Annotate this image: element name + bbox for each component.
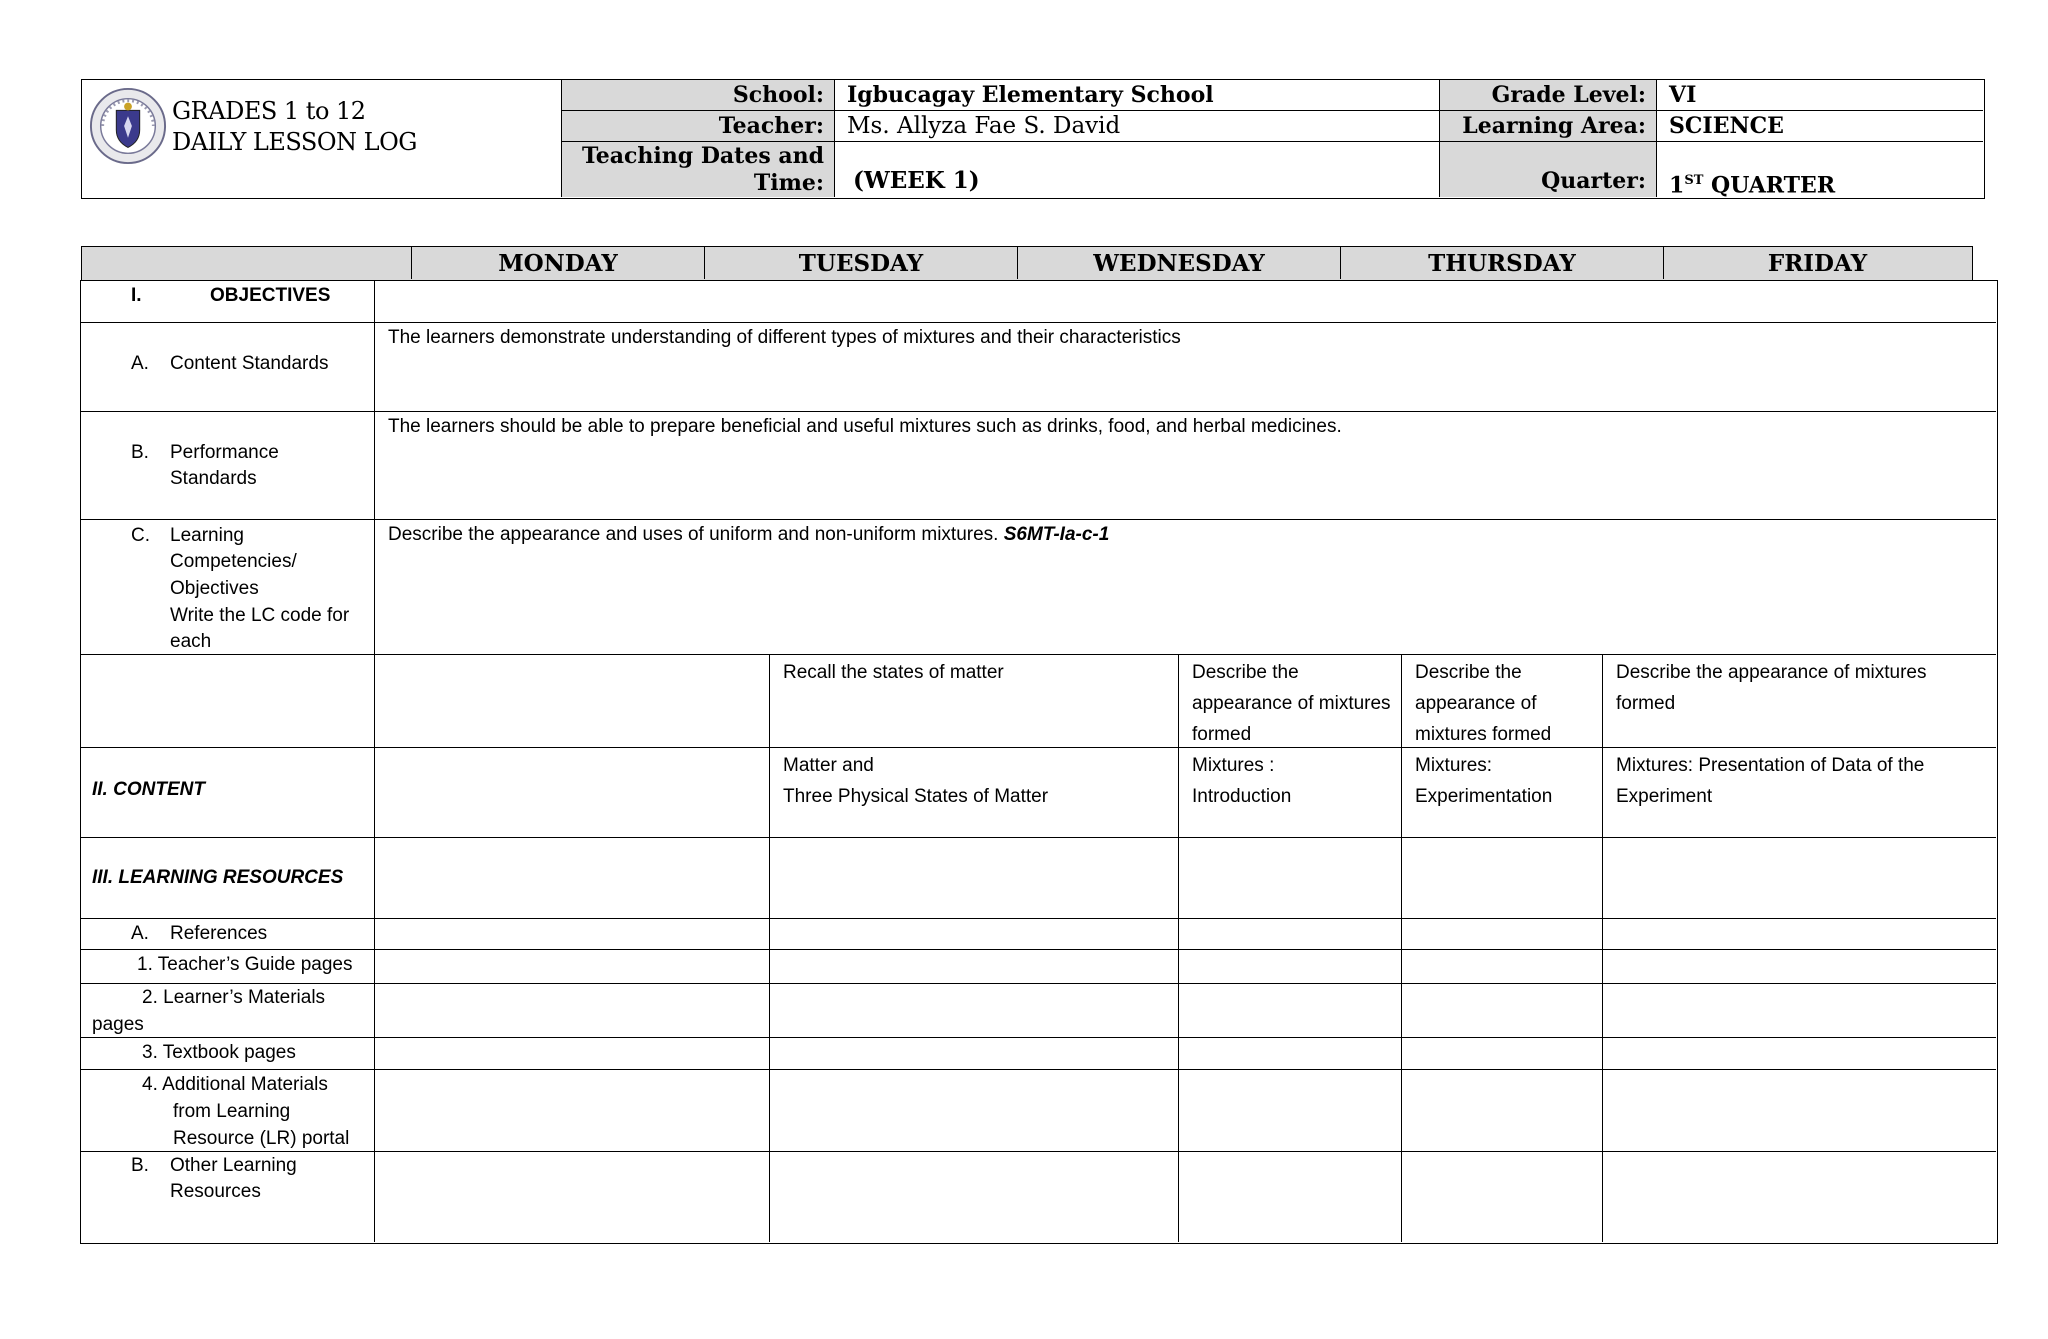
lesson-log-header <box>81 79 1985 199</box>
performance-standards-value: The learners should be able to prepare beneficial and useful mixtures such as drinks, food, and herbal medicines. <box>388 416 1342 437</box>
references-number: A. <box>131 923 149 944</box>
row-divider <box>81 411 1996 412</box>
row-divider <box>81 918 1996 919</box>
teacher-label: Teacher: <box>562 111 835 142</box>
column-divider <box>374 281 375 1242</box>
additional-materials-line3: Resource (LR) portal <box>173 1128 350 1149</box>
logo-cell <box>82 80 562 197</box>
learning-area-label: Learning Area: <box>1440 111 1657 142</box>
quarter-number: 1 <box>1669 172 1685 199</box>
teaching-dates-value: (WEEK 1) <box>835 142 1440 197</box>
day-friday: FRIDAY <box>1767 250 1868 277</box>
learning-competencies-line3: Objectives <box>170 578 259 599</box>
content-tuesday-line2: Three Physical States of Matter <box>783 786 1049 807</box>
other-resources-line1: Other Learning <box>170 1155 297 1176</box>
row-divider <box>81 837 1996 838</box>
performance-standards-number: B. <box>131 442 149 463</box>
content-standards-number: A. <box>131 353 149 374</box>
other-resources-number: B. <box>131 1155 149 1176</box>
row-divider <box>81 654 1996 655</box>
content-heading: II. CONTENT <box>92 779 205 800</box>
content-wednesday-line2: Introduction <box>1192 786 1292 807</box>
row-divider <box>81 322 1996 323</box>
row-divider <box>81 519 1996 520</box>
teacher-value: Ms. Allyza Fae S. David <box>835 111 1440 142</box>
content-friday: Mixtures: Presentation of Data of the Experiment <box>1616 755 1925 807</box>
day-header-row <box>81 246 1973 281</box>
row-divider <box>81 983 1996 984</box>
day-header-blank <box>82 247 412 279</box>
learning-area-value: SCIENCE <box>1657 111 1983 142</box>
quarter-label: Quarter: <box>1440 142 1657 197</box>
daily-objective-tuesday: Recall the states of matter <box>783 662 1004 683</box>
objectives-heading: OBJECTIVES <box>210 285 331 306</box>
additional-materials-line1: 4. Additional Materials <box>142 1074 328 1095</box>
teaching-dates-label <box>562 142 835 197</box>
daily-objective-wednesday: Describe the appearance of mixtures formed <box>1192 662 1391 745</box>
row-divider <box>81 949 1996 950</box>
quarter-text: QUARTER <box>1703 172 1836 199</box>
content-tuesday-line1: Matter and <box>783 755 874 776</box>
objectives-number: I. <box>131 285 142 306</box>
learning-competencies-line4: Write the LC code for <box>170 605 350 626</box>
learning-competencies-line2: Competencies/ <box>170 551 297 572</box>
lc-description: Describe the appearance and uses of uniform and non-uniform mixtures. <box>388 524 1004 545</box>
header-title-line1: GRADES 1 to 12 <box>172 97 366 125</box>
learners-materials-line1: 2. Learner’s Materials <box>142 987 326 1008</box>
school-label: School: <box>562 80 835 111</box>
header-title <box>172 96 417 158</box>
header-info-grid <box>562 80 1983 197</box>
references-label: References <box>170 923 268 944</box>
textbook-pages: 3. Textbook pages <box>142 1042 296 1063</box>
learners-materials-line2: pages <box>92 1014 144 1035</box>
learning-resources-heading: III. LEARNING RESOURCES <box>92 867 344 888</box>
school-value: Igbucagay Elementary School <box>835 80 1440 111</box>
daily-objective-friday: Describe the appearance of mixtures formed <box>1616 662 1927 714</box>
day-monday: MONDAY <box>412 247 705 279</box>
row-divider <box>81 1151 1996 1152</box>
lesson-log-table <box>80 280 1998 1244</box>
additional-materials-line2: from Learning <box>173 1101 291 1122</box>
grade-level-label: Grade Level: <box>1440 80 1657 111</box>
day-tuesday: TUESDAY <box>705 247 1018 279</box>
column-divider <box>769 654 770 1242</box>
content-wednesday-line1: Mixtures : <box>1192 755 1275 776</box>
teaching-dates-label-line2: Time: <box>753 170 824 196</box>
daily-objective-thursday: Describe the appearance of mixtures formed <box>1415 662 1552 745</box>
content-thursday-line1: Mixtures: <box>1415 755 1493 776</box>
deped-seal-icon <box>89 87 167 165</box>
column-divider <box>1401 654 1402 1242</box>
day-thursday: THURSDAY <box>1341 247 1664 279</box>
content-standards-value: The learners demonstrate understanding of different types of mixtures and their characteristics <box>388 327 1181 348</box>
day-wednesday: WEDNESDAY <box>1018 247 1341 279</box>
column-divider <box>1602 654 1603 1242</box>
learning-competencies-line5: each <box>170 631 212 652</box>
content-standards-label: Content Standards <box>170 353 329 374</box>
lc-code: S6MT-Ia-c-1 <box>1003 524 1110 545</box>
quarter-value <box>1657 142 1983 197</box>
performance-standards-label-line1: Performance <box>170 442 279 463</box>
teachers-guide-pages: 1. Teacher’s Guide pages <box>137 954 353 975</box>
learning-competencies-number: C. <box>131 525 150 546</box>
row-divider <box>81 1037 1996 1038</box>
performance-standards-label-line2: Standards <box>170 468 257 489</box>
row-divider <box>81 1069 1996 1070</box>
row-divider <box>81 747 1996 748</box>
teaching-dates-label-line1: Teaching Dates and <box>581 143 824 169</box>
other-resources-line2: Resources <box>170 1181 261 1202</box>
column-divider <box>1178 654 1179 1242</box>
content-thursday-line2: Experimentation <box>1415 786 1553 807</box>
learning-competencies-line1: Learning <box>170 525 244 546</box>
quarter-ordinal: ST <box>1684 173 1704 188</box>
learning-competencies-value <box>388 522 1109 548</box>
grade-level-value: VI <box>1657 80 1983 111</box>
header-title-line2: DAILY LESSON LOG <box>172 128 417 156</box>
